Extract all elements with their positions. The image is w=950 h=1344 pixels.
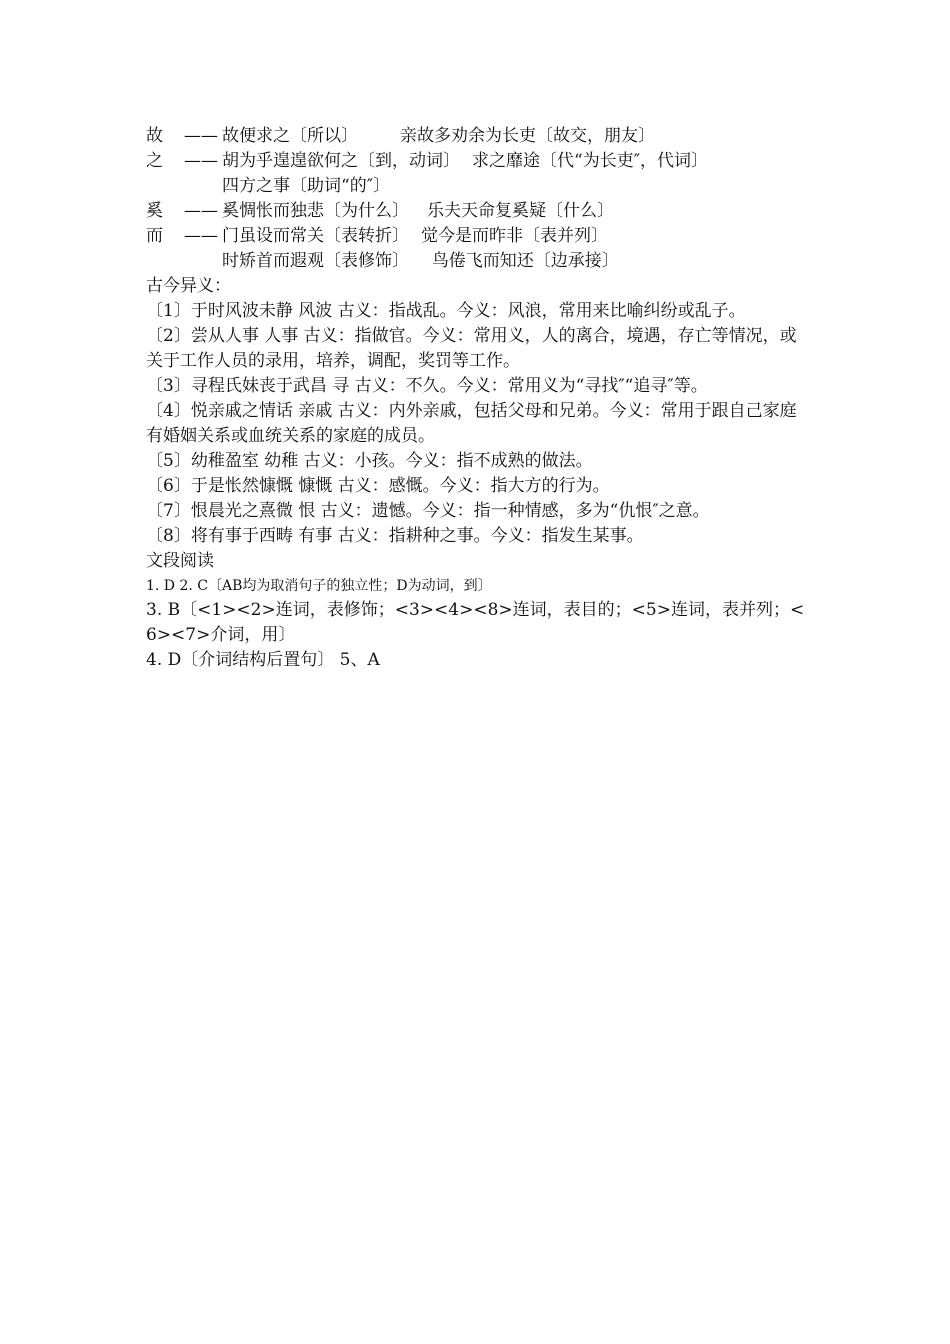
entry-char: 故: [146, 126, 163, 146]
entry-char: 之: [146, 151, 163, 171]
list-item: 〔6〕于是怅然慷慨 慷慨 古义：感慨。今义：指大方的行为。: [146, 476, 610, 496]
answer-line: 4. D〔介词结构后置句〕 5、A: [146, 650, 380, 670]
list-item: 〔4〕悦亲戚之情话 亲戚 古义：内外亲戚，包括父母和兄弟。今义：常用于跟自己家庭有婚姻关系或血统关系的家庭的成员。: [146, 401, 797, 446]
entry-example: 鸟倦飞而知还〔边承接〕: [431, 251, 619, 271]
entry-example: 亲故多劝余为长吏〔故交，朋友〕: [400, 126, 655, 146]
entry-char: 奚: [146, 201, 163, 221]
list-item: 〔1〕于时风波未静 风波 古义：指战乱。今义：风浪，常用来比喻纠纷或乱子。: [146, 301, 746, 321]
word-entry-gu: [146, 124, 806, 149]
word-entry-zhi: [146, 149, 806, 174]
list-item: 〔8〕将有事于西畴 有事 古义：指耕种之事。今义：指发生某事。: [146, 526, 644, 546]
word-entry-xi: [146, 199, 806, 224]
entry-example: 故便求之〔所以〕: [222, 126, 358, 146]
entry-example: 四方之事〔助词“的″〕: [222, 176, 391, 196]
entry-dash: ——: [184, 126, 218, 146]
word-entry-er: [146, 224, 806, 249]
entry-example: 门虽设而常关〔表转折〕: [222, 226, 409, 246]
entry-continuation: [146, 174, 806, 199]
entry-example: 时矫首而遐观〔表修饰〕: [222, 251, 409, 271]
section-heading-reading: 文段阅读: [146, 551, 214, 571]
answer-line: 1. D 2. C〔AB均为取消句子的独立性；D为动词，到〕: [146, 578, 492, 594]
list-item: 〔7〕恨晨光之熹微 恨 古义：遗憾。今义：指一种情感，多为“仇恨″之意。: [146, 501, 710, 521]
entry-dash: ——: [184, 226, 218, 246]
entry-example: 乐夫天命复奚疑〔什么〕: [427, 201, 614, 221]
section-heading-ancient-modern: 古今异义：: [146, 276, 231, 296]
entry-dash: ——: [184, 201, 218, 221]
document-page: [146, 124, 806, 673]
entry-example: 奚惆怅而独悲〔为什么〕: [222, 201, 409, 221]
entry-char: 而: [146, 226, 163, 246]
list-item: 〔3〕寻程氏妹丧于武昌 寻 古义：不久。今义：常用义为“寻找″“追寻″等。: [146, 376, 708, 396]
answer-line: 3. B〔<1><2>连词，表修饰；<3><4><8>连词，表目的；<5>连词，表并列；<6><7>介词，用〕: [146, 600, 805, 645]
entry-example: 觉今是而昨非〔表并列〕: [421, 226, 608, 246]
list-item: 〔5〕幼稚盈室 幼稚 古义：小孩。今义：指不成熟的做法。: [146, 451, 593, 471]
list-item: 〔2〕尝从人事 人事 古义：指做官。今义：常用义，人的离合，境遇，存亡等情况，或关于工作人员的录用，培养，调配，奖罚等工作。: [146, 326, 797, 371]
entry-example: 胡为乎遑遑欲何之〔到，动词〕: [222, 151, 460, 171]
entry-continuation: [146, 249, 806, 274]
entry-dash: ——: [184, 151, 218, 171]
entry-example: 求之靡途〔代“为长吏″，代词〕: [472, 151, 709, 171]
